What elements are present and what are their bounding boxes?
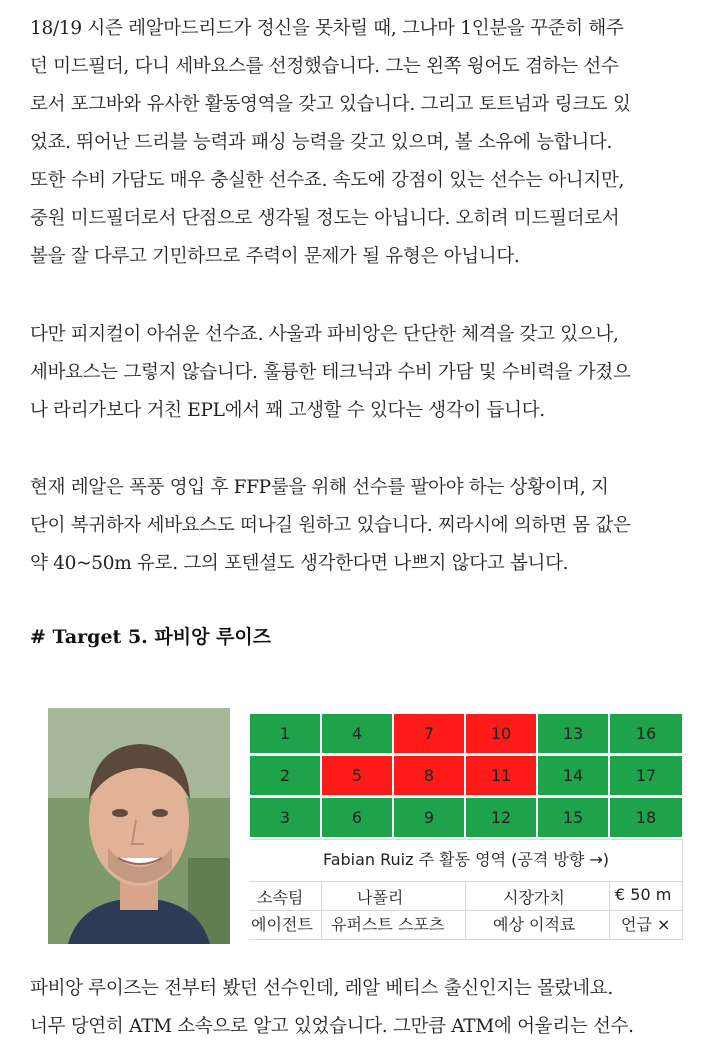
agent-value: 유퍼스트 스포츠 (331, 915, 445, 934)
text-line: 약 40~50m 유로. 그의 포텐셜도 생각한다면 나쁘지 않다고 봅니다. (30, 553, 569, 574)
market-value-label: 시장가치 (503, 888, 565, 907)
paragraph-2 (30, 316, 698, 430)
zone-cell: 16 (609, 713, 683, 754)
grid-line (465, 881, 466, 939)
zone-cell: 3 (249, 797, 321, 838)
text-line: 또한 수비 가담도 매우 충실한 선수죠. 속도에 강점이 있는 선수는 아니지만, (30, 170, 625, 191)
zone-cell: 18 (609, 797, 683, 838)
player-portrait-image (48, 708, 230, 944)
zone-cell: 12 (465, 797, 537, 838)
zone-cell: 10 (465, 713, 537, 754)
team-value: 나폴리 (357, 888, 404, 907)
text-line: 세바요스는 그렇지 않습니다. 훌륭한 테크닉과 수비 가담 및 수비력을 가졌으 (30, 362, 631, 383)
team-label: 소속팀 (257, 888, 304, 907)
paragraph-4 (30, 970, 698, 1046)
text-line: 중원 미드필더로서 단점으로 생각될 정도는 아닙니다. 오히려 미드필더로서 (30, 208, 620, 229)
section-heading: # Target 5. 파비앙 루이즈 (30, 626, 272, 648)
paragraph-1 (30, 10, 698, 276)
zone-cell: 1 (249, 713, 321, 754)
zone-cell: 8 (393, 755, 465, 796)
zone-cell: 2 (249, 755, 321, 796)
text-line: 볼을 잘 다루고 기민하므로 주력이 문제가 될 유형은 아닙니다. (30, 246, 520, 267)
text-line: 현재 레알은 폭풍 영입 후 FFP룰을 위해 선수를 팔아야 하는 상황이며, 지 (30, 477, 609, 498)
text-line: 18/19 시즌 레알마드리드가 정신을 못차릴 때, 그나마 1인분을 꾸준히 해주 (30, 18, 624, 39)
text-line: 파비앙 루이즈는 전부터 봤던 선수인데, 레알 베티스 출신인지는 몰랐네요. (30, 978, 613, 999)
zone-cell: 9 (393, 797, 465, 838)
zone-cell: 14 (537, 755, 609, 796)
grid-line (249, 881, 683, 882)
agent-label: 에이전트 (251, 915, 313, 934)
zone-caption: Fabian Ruiz 주 활동 영역 (공격 방향 →) (322, 850, 610, 869)
grid-line (321, 881, 322, 939)
grid-line (249, 839, 683, 840)
expected-fee-label: 예상 이적료 (493, 915, 576, 934)
text-line: 너무 당연히 ATM 소속으로 알고 있었습니다. 그만큼 ATM에 어울리는 선수. (30, 1016, 634, 1037)
zone-cell: 13 (537, 713, 609, 754)
paragraph-3 (30, 469, 698, 583)
expected-fee-value: 언급 × (621, 915, 671, 934)
text-line: 었죠. 뛰어난 드리블 능력과 패싱 능력을 갖고 있으며, 볼 소유에 능합니다. (30, 132, 613, 153)
text-line: 다만 피지컬이 아쉬운 선수죠. 사울과 파비앙은 단단한 체격을 갖고 있으나, (30, 324, 619, 345)
zone-cell: 4 (321, 713, 393, 754)
zone-cell: 17 (609, 755, 683, 796)
zone-cell: 6 (321, 797, 393, 838)
zone-cell: 5 (321, 755, 393, 796)
grid-line (249, 910, 683, 911)
player-photo (48, 708, 230, 944)
text-line: 로서 포그바와 유사한 활동영역을 갖고 있습니다. 그리고 토트넘과 링크도 있 (30, 94, 631, 115)
grid-line (609, 881, 610, 939)
zone-cell: 11 (465, 755, 537, 796)
zone-cell: 15 (537, 797, 609, 838)
zone-cell: 7 (393, 713, 465, 754)
text-line: 단이 복귀하자 세바요스도 떠나길 원하고 있습니다. 찌라시에 의하면 몸 값은 (30, 515, 631, 536)
text-line: 던 미드필더, 다니 세바요스를 선정했습니다. 그는 왼쪽 윙어도 겸하는 선수 (30, 56, 619, 77)
activity-zone-table (249, 713, 683, 941)
activity-zone-grid (249, 713, 683, 839)
text-line: 나 라리가보다 거친 EPL에서 꽤 고생할 수 있다는 생각이 듭니다. (30, 400, 545, 421)
market-value-amount: € 50 m (615, 885, 672, 904)
grid-line (249, 939, 683, 940)
